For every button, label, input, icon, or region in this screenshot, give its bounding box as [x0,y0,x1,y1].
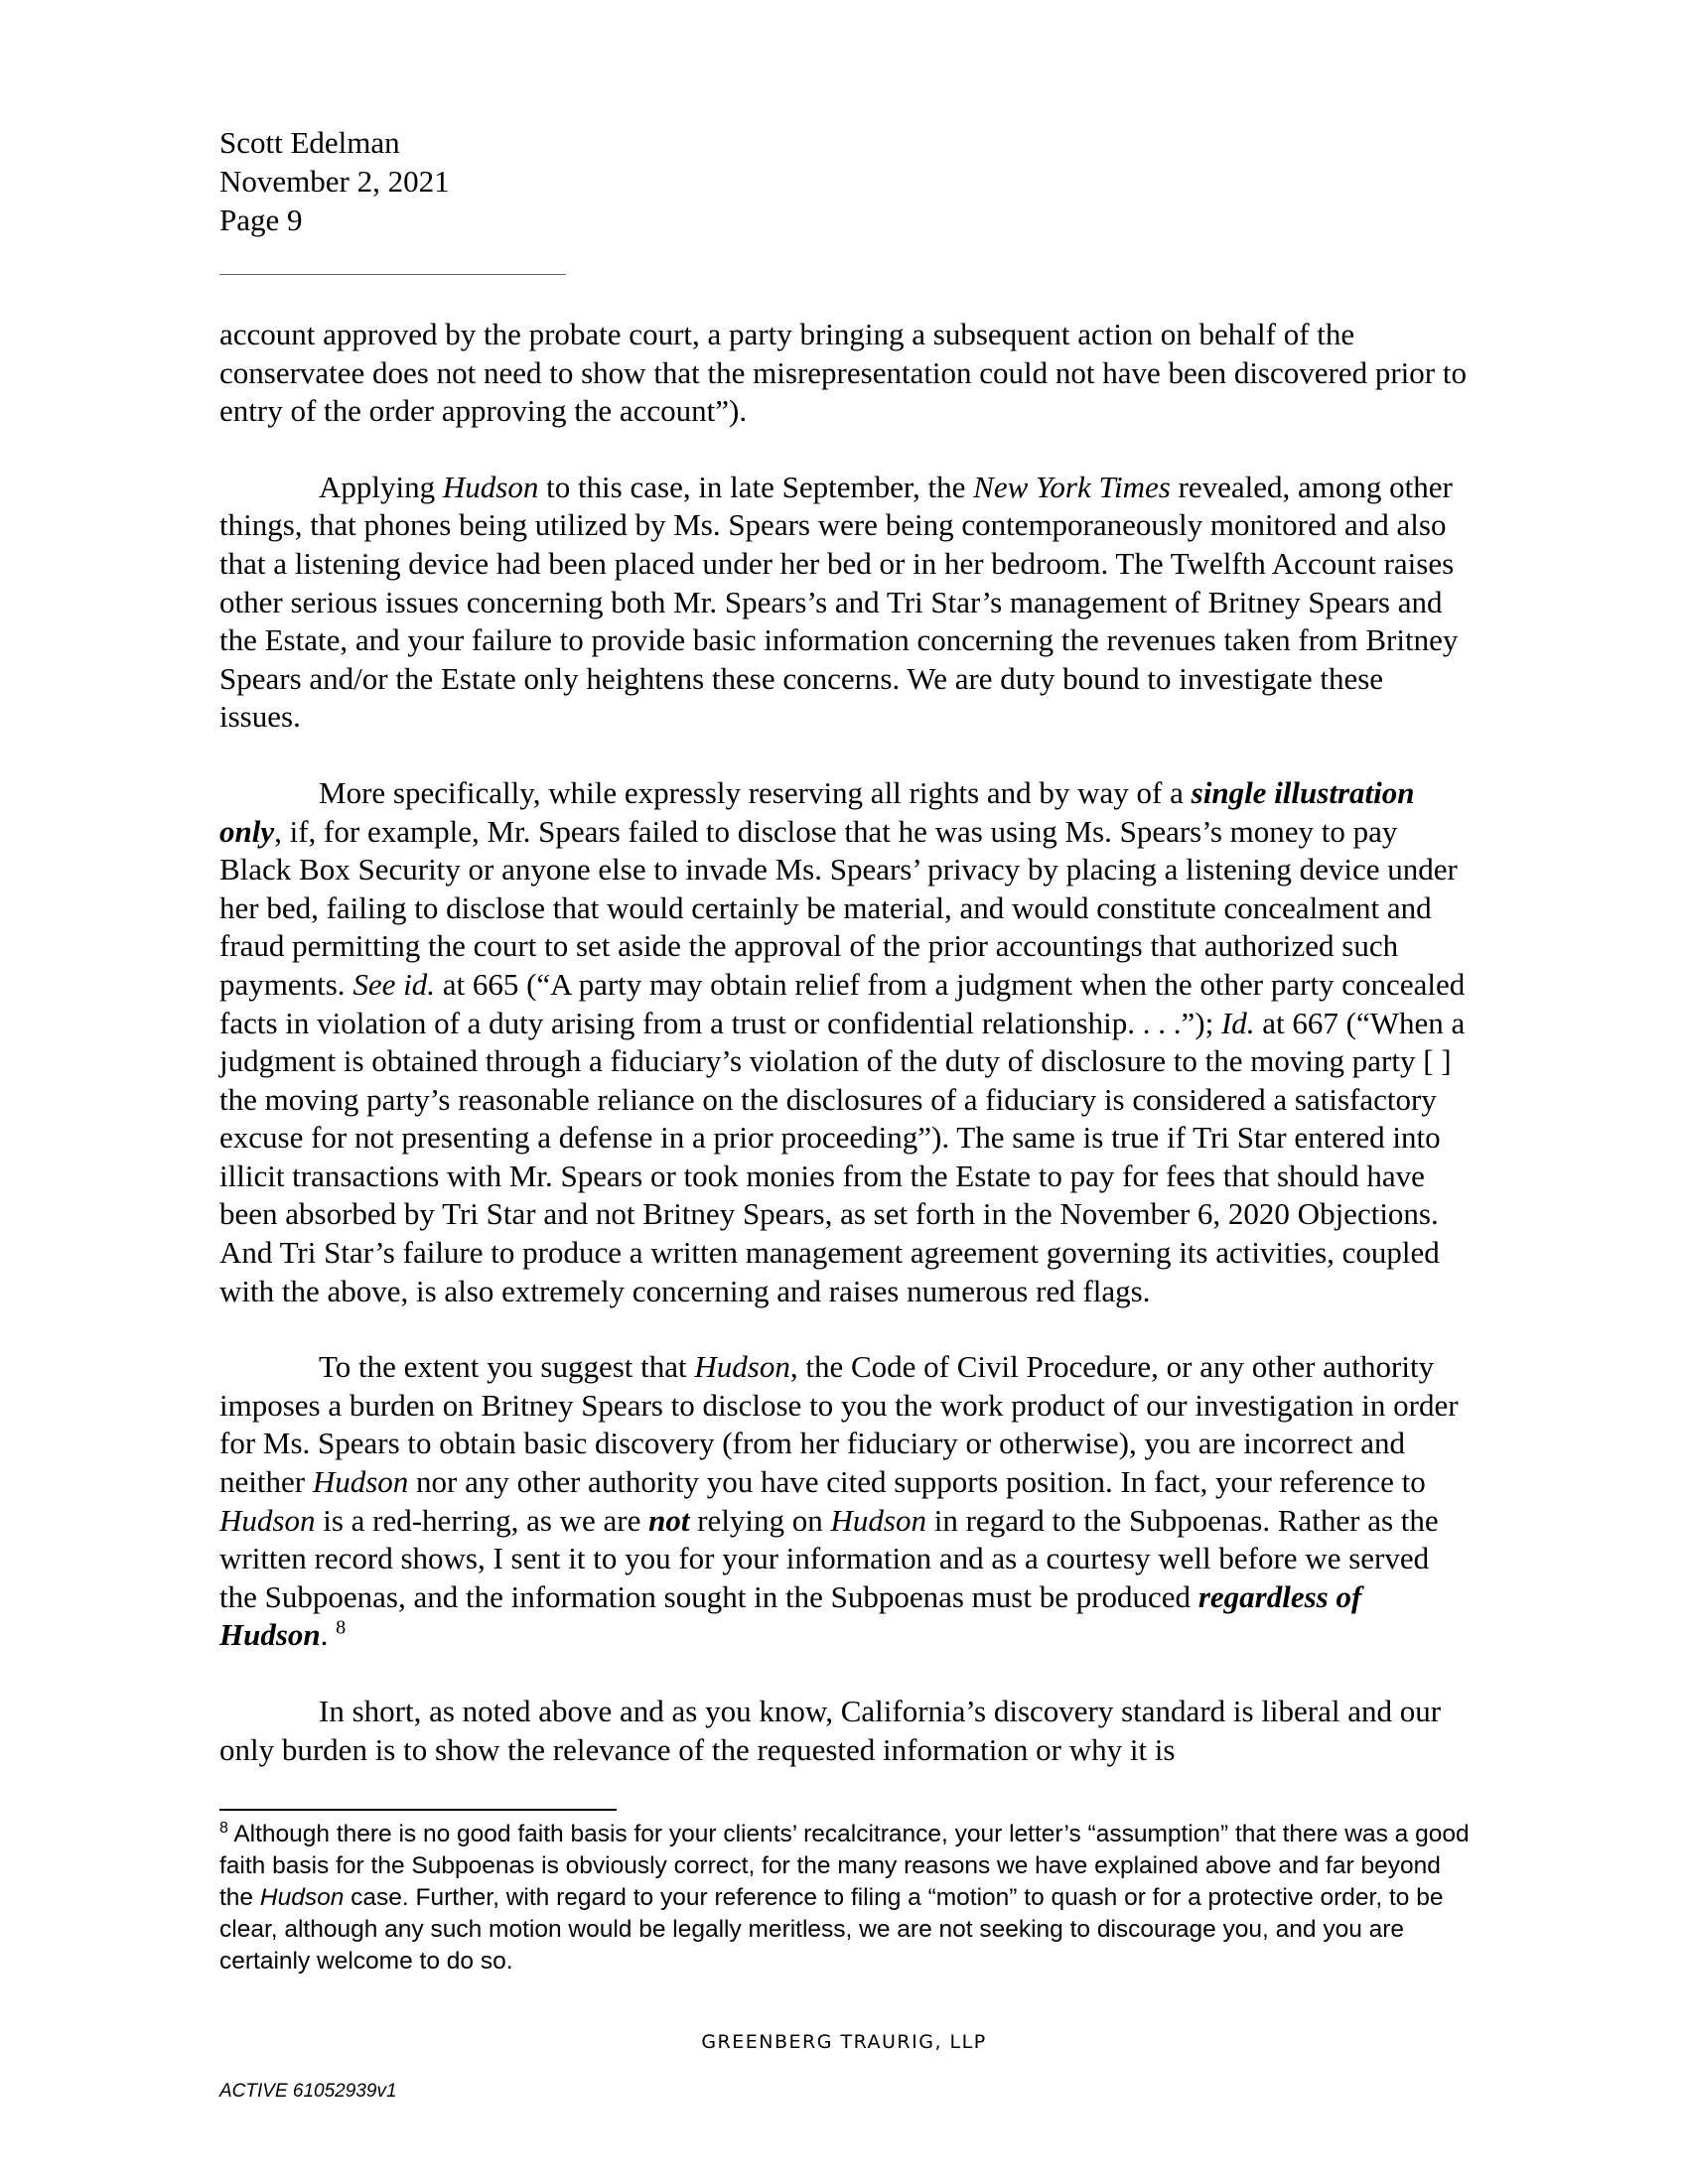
emphasis-text: regardless of Hudson [219,1578,1362,1653]
letter-header [219,123,450,239]
case-citation: Hudson [219,1502,316,1538]
paragraph-continuation: account approved by the probate court, a party bringing a subsequent action on behalf of the conservatee does not need to show that the misrepresentation could not have been discovered prior to entry of the order approving the account”). [219,317,1467,429]
footnote-number: 8 [219,1819,228,1837]
firm-name: GREENBERG TRAURIG, LLP [701,2031,987,2053]
citation-signal: See id. [352,966,435,1002]
emphasis-text: single illustration only [219,774,1415,849]
paragraph-summary: In short, as noted above and as you know, California’s discovery standard is liberal and our only burden is to show the relevance of the requested information or why it is [219,1694,1442,1767]
paragraph-burden: To the extent you suggest that Hudson, the Code of Civil Procedure, or any other authority imposes a burden on Britney Spears to disclose to you the work product of our investigation in order for Ms. Spears to obtain basic discovery (from her fiduciary or otherwise), you are incorrect and neither Hudson nor any other authority you have cited supports position. In fact, your reference to Hudson is a red-herring, as we are not relying on Hudson in regard to the Subpoenas. Rather as the written record shows, I sent it to you for your information and as a courtesy well before we served the Subpoenas, and the information sought in the Subpoenas must be produced regardless of Hudson. $^8$ [219,1349,1459,1653]
footnote-reference: 8 [336,1617,347,1640]
letter-body [219,316,1471,1807]
case-citation: Hudson [830,1502,926,1538]
paragraph-hudson-application: Applying Hudson to this case, in late September, the New York Times revealed, among other things, that phones being utilized by Ms. Spears were being contemporaneously monitored and also that a listening device had been placed under her bed or in her bedroom. The Twelfth Account raises other serious issues concerning both Mr. Spears’s and Tri Star’s management of Britney Spears and the Estate, and your failure to provide basic information concerning the revenues taken from Britney Spears and/or the Estate only heightens these concerns. We are duty bound to investigate these issues. [219,469,1459,735]
emphasis-text: not [648,1502,690,1538]
page-number: Page 9 [219,203,303,237]
paragraph-illustration: More specifically, while expressly reserving all rights and by way of a single illustration only, if, for example, Mr. Spears failed to disclose that he was using Ms. Spears’s money to pay Black Box Security or anyone else to invade Ms. Spears’ privacy by placing a listening device under her bed, failing to disclose that would certainly be material, and would constitute concealment and fraud permitting the court to set aside the approval of the prior accountings that authorized such payments. See id. at 665 (“A party may obtain relief from a judgment when the other party concealed facts in violation of a duty arising from a trust or confidential relationship. . . .”); Id. at 667 (“When a judgment is obtained through a fiduciary’s violation of the duty of disclosure to the moving party [ ] the moving party’s reasonable reliance on the disclosures of a fiduciary is considered a satisfactory excuse for not presenting a defense in a prior proceeding”). The same is true if Tri Star entered into illicit transactions with Mr. Spears or took monies from the Estate to pay for fees that should have been absorbed by Tri Star and not Britney Spears, as set forth in the November 6, 2020 Objections. And Tri Star’s failure to produce a written management agreement governing its activities, coupled with the above, is also extremely concerning and raises numerous red flags. [219,774,1466,1308]
case-citation: Hudson [442,469,539,504]
header-divider [219,274,566,275]
recipient-name: Scott Edelman [219,125,400,160]
case-citation: Hudson [694,1349,790,1385]
footnote-divider [219,1809,617,1811]
footnote-8: $^8$ Although there is no good faith basis for your clients’ recalcitrance, your letter’s “assumption” that there was a good faith basis for the Subpoenas is obviously correct, for the many reasons we have explained above and far beyond the Hudson case. Further, with regard to your reference to filing a “motion” to quash or for a protective order, to be clear, although any such motion would be legally meritless, we are not seeking to discourage you, and you are certainly welcome to do so. [219,1819,1470,1975]
citation-signal: Id. [1220,1005,1255,1040]
letter-date: November 2, 2021 [219,164,450,199]
publication-name: New York Times [973,469,1171,504]
case-citation: Hudson [312,1464,409,1500]
document-id: ACTIVE 61052939v1 [219,2081,397,2102]
case-citation: Hudson [259,1884,345,1911]
